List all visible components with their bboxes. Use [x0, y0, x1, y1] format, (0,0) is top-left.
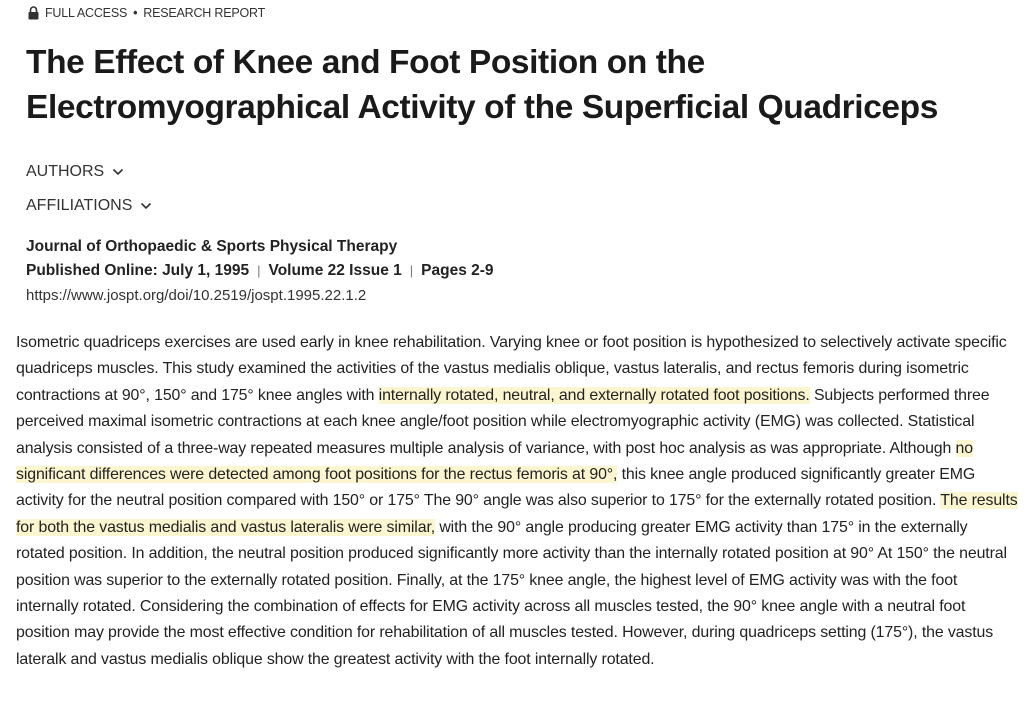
separator-dot: • [133, 6, 138, 20]
highlight-rectus-femoris: no significant differences were detected among foot positions for the rectus femoris at 90°, [16, 439, 973, 484]
publication-meta [26, 236, 494, 308]
article-type-label: RESEARCH REPORT [143, 6, 266, 20]
publication-row [26, 258, 494, 284]
highlight-vastus-results: The results for both the vastus medialis and vastus lateralis were similar, [16, 492, 1018, 536]
doi-link[interactable]: https://www.jospt.org/doi/10.2519/jospt.1995.22.1.2 [26, 287, 367, 304]
abstract-part-3: this knee angle produced significantly greater EMG activity for the neutral position compared with 150° or 175° The 90° angle was also superior to 175° for the externally rotated position. [16, 466, 976, 510]
chevron-down-icon [140, 202, 152, 210]
authors-toggle[interactable] [26, 163, 124, 181]
abstract-text [16, 330, 1020, 673]
article-title: The Effect of Knee and Foot Position on the Electromyographical Activity of the Superficial Quadriceps [26, 44, 938, 126]
abstract-part-2: Subjects performed three perceived maximal isometric contractions at each knee angle/foot position while electromyographic activity (EMG) was collected. Statistical analysis consisted of a three-way repeated measures multiple analysis of variance, with post hoc analysis as was appropriate. Although [16, 386, 990, 457]
authors-label: AUTHORS [26, 163, 105, 180]
abstract-part-1: Isometric quadriceps exercises are used early in knee rehabilitation. Varying knee or foot position is hypothesized to selectively activate specific quadriceps muscles. This study examined the activities of the vastus medialis oblique, vastus lateralis, and rectus femoris during isometric contractions at 90°, 150° and 175° knee angles with [16, 334, 1007, 404]
volume-issue[interactable]: Volume 22 Issue 1 [268, 262, 402, 279]
affiliations-label: AFFILIATIONS [26, 197, 133, 214]
pipe-separator: | [409, 263, 414, 278]
lock-icon [28, 6, 39, 20]
highlight-foot-positions: internally rotated, neutral, and externally rotated foot positions. [378, 386, 810, 404]
journal-name[interactable]: Journal of Orthopaedic & Sports Physical Therapy [26, 238, 398, 255]
abstract-part-4: with the 90° angle producing greater EMG activity than 175° in the externally rotated position. In addition, the neutral position produced significantly more activity than the internally rotated position at 90° At 150° the neutral position was superior to the externally rotated position. Finally, at the 175° knee angle, the highest level of EMG activity was with the foot internally rotated. Considering the combination of effects for EMG activity across all muscles tested, the 90° knee angle with a neutral foot position may provide the most effective condition for rehabilitation of all muscles tested. However, during quadriceps setting (175°), the vastus lateralk and vastus medialis oblique show the greatest activity with the foot internally rotated. [16, 518, 1007, 668]
page-range: Pages 2-9 [421, 262, 494, 279]
access-bar [28, 6, 265, 20]
published-date: Published Online: July 1, 1995 [26, 262, 250, 279]
access-label: FULL ACCESS [45, 6, 128, 20]
affiliations-toggle[interactable] [26, 197, 152, 215]
pipe-separator: | [257, 263, 261, 278]
chevron-down-icon [112, 168, 124, 176]
